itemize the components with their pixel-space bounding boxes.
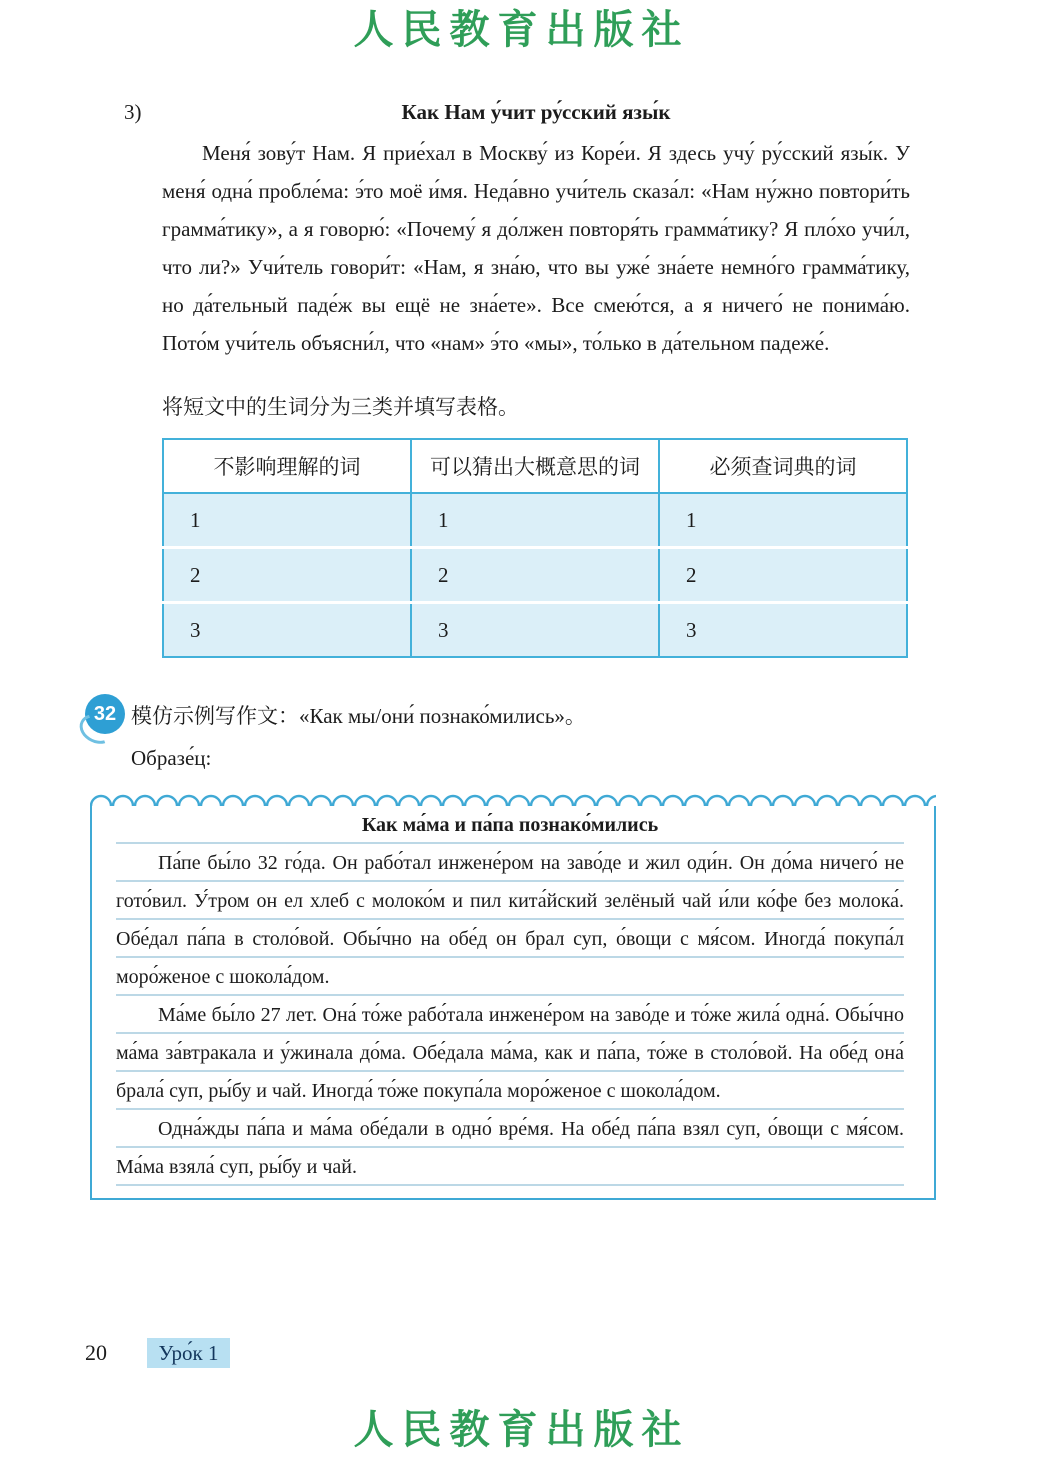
table-row (163, 548, 907, 603)
page-content (93, 92, 910, 1200)
table-cell: 3 (411, 603, 659, 658)
table-cell: 2 (163, 548, 411, 603)
publisher-logo-bottom: 人民教育出版社 (353, 1407, 690, 1452)
page-footer (85, 1340, 230, 1366)
sample-label: Образе́ц: (131, 746, 212, 770)
sample-composition-box (90, 788, 936, 1200)
ruled-writing-area (116, 806, 904, 1186)
table-header-row (163, 439, 907, 493)
table-instruction: 将短文中的生词分为三类并填写表格。 (162, 395, 519, 419)
table-cell: 2 (659, 548, 907, 603)
sample-title: Как ма́ма и па́па познако́мились (361, 814, 659, 836)
table-cell: 2 (411, 548, 659, 603)
table-cell: 3 (659, 603, 907, 658)
lesson-badge: Уро́к 1 (147, 1338, 231, 1368)
table-cell: 1 (411, 493, 659, 548)
vocab-classification-table (162, 438, 908, 658)
exercise-3 (124, 92, 910, 658)
sample-box-body (90, 806, 936, 1200)
table-row (163, 603, 907, 658)
passage-title: Как Нам у́чит ру́сский язы́к (401, 100, 671, 124)
exercise-number-badge (85, 694, 125, 734)
exercise-32-number: 32 (93, 702, 117, 725)
table-header-guessable: 可以猜出大概意思的词 (411, 439, 659, 493)
table-cell: 3 (163, 603, 411, 658)
table-cell: 1 (163, 493, 411, 548)
exercise-32 (93, 694, 910, 1200)
passage-text: Меня́ зову́т Нам. Я прие́хал в Москву́ из Коре́и. Я здесь учу́ ру́сский язы́к. У меня́ одна́ пробле́ма: э́то моё и́мя. Неда́вно учи́тель сказа́л: «Нам ну́жно повтори́ть грамма́тику», а я говорю́: «Почему́ я до́лжен повторя́ть грамма́тику? Я пло́хо учи́л, что ли?» Учи́тель говори́т: «Нам, я зна́ю, что вы уже́ зна́ете немно́го грамма́тику, но да́тельный паде́ж вы ещё не зна́ете». Все смею́тся, а я ничего́ не понима́ю. Пото́м учи́тель объясни́л, что «нам» э́то «мы», то́лько в да́тельном падеже́. (162, 141, 910, 355)
table-header-no-impact: 不影响理解的词 (163, 439, 411, 493)
table-cell: 1 (659, 493, 907, 548)
sample-paragraph: Ма́ме бы́ло 27 лет. Она́ то́же рабо́тала инжене́ром на заво́де и то́же жила́ одна́. Обы́чно ма́ма за́втракала и у́жинала до́ма. Обе́дала ма́ма, как и па́па, то́же в столо́вой. На обе́д она́ брала́ суп, ры́бу и чай. Иногда́ то́же покупа́ла моро́женое с шокола́дом. (116, 1004, 904, 1102)
table-row (163, 493, 907, 548)
publisher-logo-top: 人民教育出版社 (353, 7, 690, 52)
scallop-border-decoration (90, 788, 936, 806)
page-number: 20 (85, 1340, 107, 1365)
sample-paragraph: Па́пе бы́ло 32 го́да. Он рабо́тал инжене́ром на заво́де и жил оди́н. Он до́ма ничего́ не гото́вил. У́тром он ел хлеб с молоко́м и пил кита́йский зелёный чай и́ли ко́фе без молока́. Обе́дал па́па в столо́вой. Обы́чно на обе́д он брал суп, о́вощи с мя́сом. Иногда́ покупа́л моро́женое с шокола́дом. (116, 852, 904, 988)
sample-paragraph: Одна́жды па́па и ма́ма обе́дали в одно́ вре́мя. На обе́д па́па взял суп, о́вощи с мя́сом. Ма́ма взяла́ суп, ры́бу и чай. (116, 1118, 904, 1178)
table-header-dictionary: 必须查词典的词 (659, 439, 907, 493)
exercise-3-number: 3) (124, 100, 142, 124)
exercise-32-instruction: 模仿示例写作文：«Как мы/они́ познако́мились»。 (131, 704, 586, 728)
